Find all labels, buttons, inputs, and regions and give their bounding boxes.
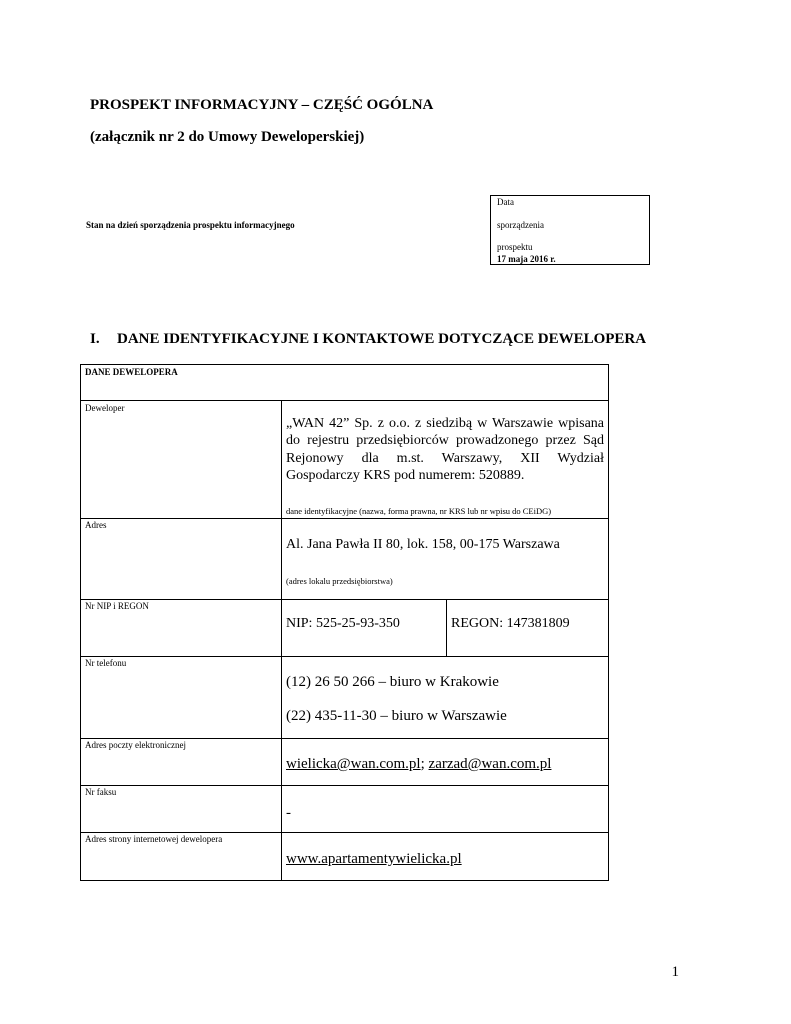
nip-regon-divider — [446, 599, 447, 656]
row-divider — [81, 738, 608, 739]
row-divider — [81, 785, 608, 786]
date-box-line3: prospektu — [497, 242, 533, 252]
developer-table — [80, 364, 609, 881]
row-divider — [81, 599, 608, 600]
faks-value: - — [286, 805, 291, 821]
column-divider — [281, 400, 282, 880]
date-box-line2: sporządzenia — [497, 220, 544, 230]
adres-label: Adres — [85, 520, 107, 530]
date-box — [490, 195, 650, 265]
faks-label: Nr faksu — [85, 787, 117, 797]
email-values — [286, 756, 551, 773]
section-number: I. — [90, 331, 100, 347]
section-heading — [90, 331, 646, 348]
email-label: Adres poczty elektronicznej — [85, 740, 186, 750]
row-divider — [81, 832, 608, 833]
deweloper-note: dane identyfikacyjne (nazwa, forma prawna, nr KRS lub nr wpisu do CEiDG) — [286, 506, 552, 516]
stan-label: Stan na dzień sporządzenia prospektu informacyjnego — [86, 220, 295, 230]
email-link-wielicka[interactable]: wielicka@wan.com.pl — [286, 756, 421, 772]
www-label: Adres strony internetowej dewelopera — [85, 834, 223, 844]
date-box-line1: Data — [497, 197, 514, 207]
page-subtitle: (załącznik nr 2 do Umowy Deweloperskiej) — [90, 129, 365, 145]
nip-regon-label: Nr NIP i REGON — [85, 601, 149, 611]
phone-warszawa: (22) 435-11-30 – biuro w Warszawie — [286, 708, 507, 724]
nip-value: NIP: 525-25-93-350 — [286, 616, 400, 631]
deweloper-value: „WAN 42” Sp. z o.o. z siedzibą w Warszawie wpisana do rejestru przedsiębiorców prowadzonego przez Sąd Rejonowy dla m.st. Warszawy, XII Wydział Gospodarczy KRS pod numerem: 520889. — [286, 416, 604, 483]
table-header: DANE DEWELOPERA — [85, 367, 178, 377]
adres-value: Al. Jana Pawła II 80, lok. 158, 00-175 Warszawa — [286, 537, 560, 552]
row-divider — [81, 518, 608, 519]
page-number: 1 — [671, 964, 679, 980]
telefon-label: Nr telefonu — [85, 658, 127, 668]
row-divider — [81, 400, 608, 401]
adres-note: (adres lokalu przedsiębiorstwa) — [286, 576, 393, 586]
row-divider — [81, 656, 608, 657]
page-title: PROSPEKT INFORMACYJNY – CZĘŚĆ OGÓLNA — [90, 97, 434, 113]
section-title: DANE IDENTYFIKACYJNE I KONTAKTOWE DOTYCZĄCE DEWELOPERA — [117, 331, 647, 347]
email-separator: ; — [420, 756, 425, 772]
deweloper-label: Deweloper — [85, 403, 125, 413]
phone-krakow: (12) 26 50 266 – biuro w Krakowie — [286, 674, 499, 690]
email-link-zarzad[interactable]: zarzad@wan.com.pl — [428, 756, 552, 772]
regon-value: REGON: 147381809 — [451, 616, 570, 631]
www-link[interactable]: www.apartamentywielicka.pl — [286, 851, 462, 867]
date-box-date: 17 maja 2016 r. — [497, 254, 556, 264]
